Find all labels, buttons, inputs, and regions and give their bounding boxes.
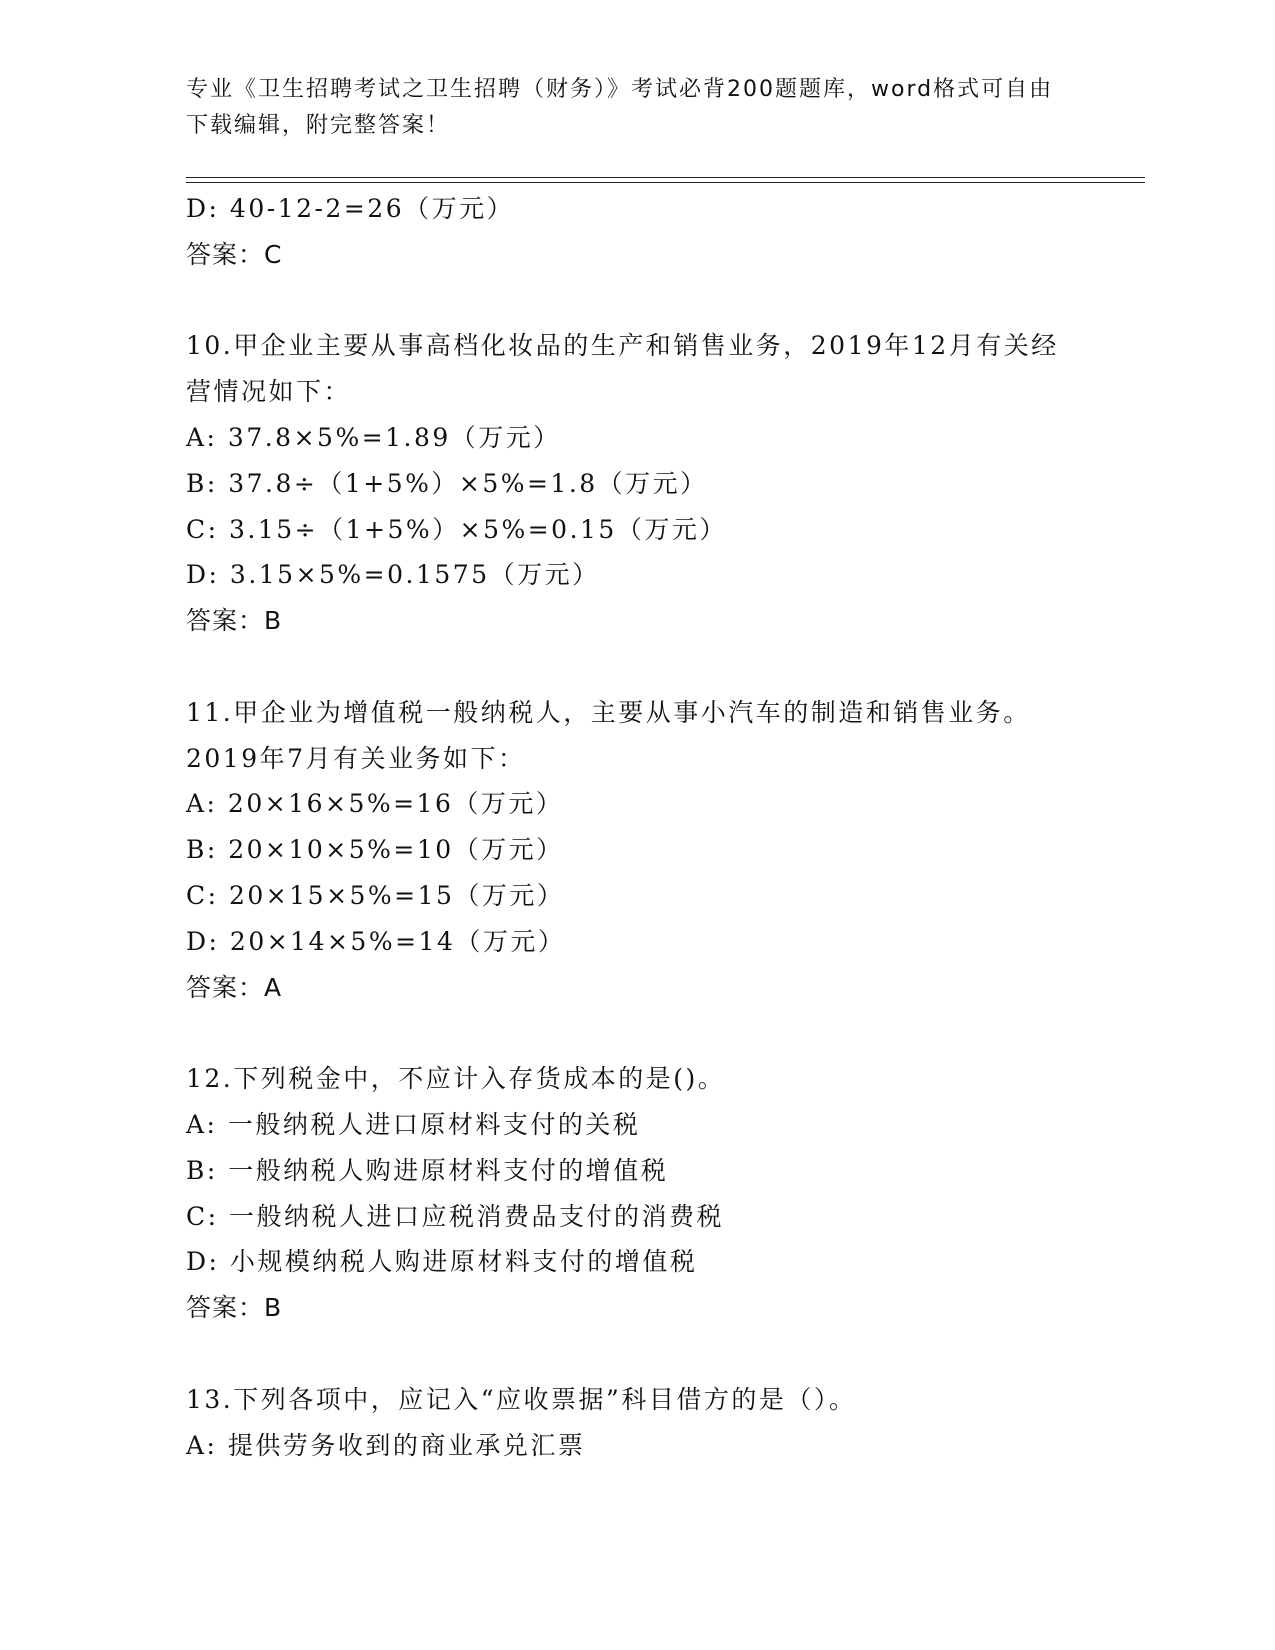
question-11-title: 11.甲企业为增值税一般纳税人，主要从事小汽车的制造和销售业务。2019年7月有关业务如下： bbox=[186, 697, 1031, 773]
question-10-title: 10.甲企业主要从事高档化妆品的生产和销售业务，2019年12月有关经营情况如下： bbox=[186, 331, 1059, 407]
prev-option-d: D: 40-12-2=26（万元） bbox=[186, 194, 515, 223]
question-10-option-d: D: 3.15×5%=0.1575（万元） bbox=[186, 560, 600, 590]
question-10 bbox=[186, 323, 1086, 644]
question-12-answer: 答案：B bbox=[186, 1293, 283, 1323]
question-10-answer: 答案：B bbox=[186, 606, 283, 636]
question-11-option-d: D: 20×14×5%=14（万元） bbox=[186, 926, 566, 956]
question-10-option-b: B: 37.8÷（1+5%）×5%=1.8（万元） bbox=[186, 468, 708, 498]
question-13 bbox=[186, 1377, 1086, 1469]
question-12-option-a: A: 一般纳税人进口原材料支付的关税 bbox=[186, 1109, 641, 1139]
question-12-option-b: B: 一般纳税人购进原材料支付的增值税 bbox=[186, 1155, 669, 1185]
question-11-option-a: A: 20×16×5%=16（万元） bbox=[186, 789, 564, 819]
document-body bbox=[186, 186, 1086, 1468]
question-12 bbox=[186, 1056, 1086, 1331]
prev-answer: 答案：C bbox=[186, 239, 283, 269]
question-11-option-b: B: 20×10×5%=10（万元） bbox=[186, 835, 564, 865]
question-11-answer: 答案：A bbox=[186, 972, 283, 1002]
header-rule bbox=[186, 177, 1145, 183]
page-header: 专业《卫生招聘考试之卫生招聘（财务）》考试必背200题题库，word格式可自由下载编辑，附完整答案！ bbox=[186, 77, 1054, 138]
question-11 bbox=[186, 690, 1086, 1011]
question-12-option-c: C: 一般纳税人进口应税消费品支付的消费税 bbox=[186, 1201, 724, 1231]
question-10-option-c: C: 3.15÷（1+5%）×5%=0.15（万元） bbox=[186, 514, 727, 544]
question-13-title: 13.下列各项中，应记入“应收票据”科目借方的是（）。 bbox=[186, 1384, 857, 1414]
question-12-title: 12.下列税金中，不应计入存货成本的是()。 bbox=[186, 1064, 726, 1094]
question-12-option-d: D: 小规模纳税人购进原材料支付的增值税 bbox=[186, 1247, 698, 1277]
question-10-option-a: A: 37.8×5%=1.89（万元） bbox=[186, 422, 561, 452]
question-13-option-a: A: 提供劳务收到的商业承兑汇票 bbox=[186, 1430, 586, 1460]
question-11-option-c: C: 20×15×5%=15（万元） bbox=[186, 880, 565, 910]
